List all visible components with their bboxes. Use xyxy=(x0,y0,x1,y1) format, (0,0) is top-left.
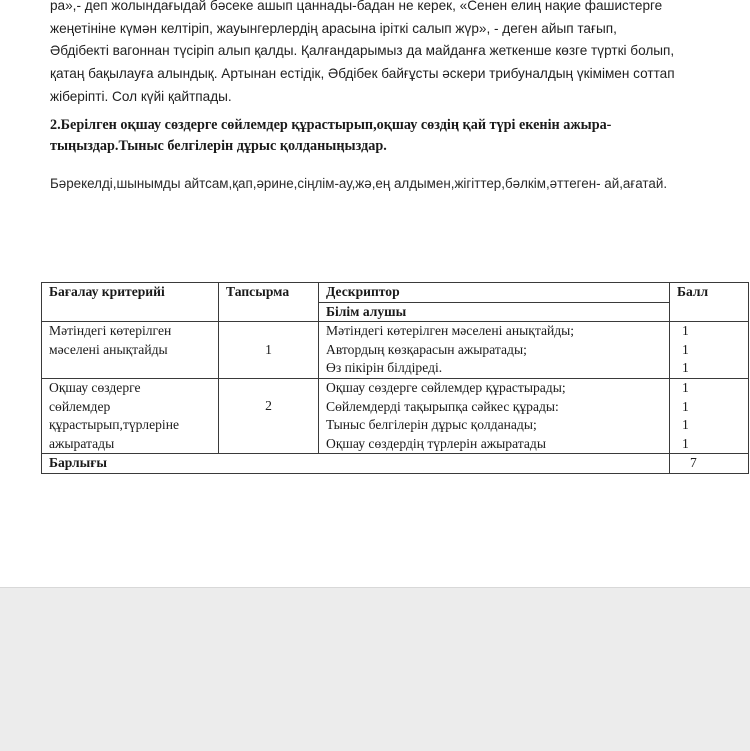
score-value: 1 xyxy=(682,360,689,376)
descriptor-line: Мәтіндегі көтерілген мәселені анықтайды; xyxy=(326,323,575,339)
story-paragraph xyxy=(50,0,750,109)
descriptor-line: Тыныс белгілерін дұрыс қолданады; xyxy=(326,417,537,433)
descriptor-line: Оқшау сөздердің түрлерін ажыратады xyxy=(326,435,546,451)
header-descriptor: Дескриптор xyxy=(319,283,670,303)
criteria-line: құрастырып,түрлеріне xyxy=(49,417,179,433)
criteria-cell xyxy=(42,378,219,453)
score-value: 1 xyxy=(682,323,689,339)
criteria-line: ажыратады xyxy=(49,435,115,451)
criteria-cell xyxy=(42,322,219,379)
paragraph-line: Әбдібекті вагоннан түсіріп алып қалды. Қалғандарымыз да майданға жеткенше көзге түрткі болып, xyxy=(50,43,675,59)
task-line: тыңыздар.Тыныс белгілерін дұрыс қолданыңыздар. xyxy=(50,138,387,154)
paragraph-line: жеңетініне күмән келтіріп, жауынгерлердің арасына іріткі салып жүр», - деген айып тағып, xyxy=(50,20,617,36)
descriptor-cell xyxy=(319,378,670,453)
empty-background-area xyxy=(0,587,750,751)
score-value: 1 xyxy=(682,398,689,414)
task-number-cell: 2 xyxy=(219,378,319,453)
score-value: 1 xyxy=(682,341,689,357)
header-score: Балл xyxy=(670,283,749,322)
paragraph-line: ра»,- деп жолындағыдай бәсеке ашып цаннады-бадан не керек, «Сенен елиң нақие фашистерге xyxy=(50,0,663,13)
table-row xyxy=(42,322,749,379)
task-2-heading xyxy=(50,115,740,157)
descriptor-line: Өз пікірін білдіреді. xyxy=(326,360,443,376)
score-value: 1 xyxy=(682,379,689,395)
subheader-learner: Білім алушы xyxy=(319,302,670,322)
criteria-line: Оқшау сөздерге xyxy=(49,379,141,395)
paragraph-line: қатаң бақылауға алындық. Артынан естідік, Әбдібек байғұсты әскери трибуналдың үкімімен соттап xyxy=(50,66,675,82)
header-criteria: Бағалау критерийі xyxy=(42,283,219,322)
task-line: 2.Берілген оқшау сөздерге сөйлемдер құрастырып,оқшау сөздің қай түрі екенін ажыра- xyxy=(50,117,612,133)
total-label: Барлығы xyxy=(42,454,670,474)
criteria-line: сөйлемдер xyxy=(49,398,111,414)
table-row xyxy=(42,378,749,453)
table-total-row xyxy=(42,454,749,474)
descriptor-line: Оқшау сөздерге сөйлемдер құрастырады; xyxy=(326,379,566,395)
criteria-line: Мәтіндегі көтерілген xyxy=(49,323,172,339)
descriptor-cell xyxy=(319,322,670,379)
score-value: 1 xyxy=(682,435,689,451)
assessment-rubric-table xyxy=(41,282,749,474)
total-value: 7 xyxy=(670,454,749,474)
paragraph-line: жіберіпті. Сол күйі қайтпады. xyxy=(50,88,232,104)
descriptor-line: Автордың көзқарасын ажыратады; xyxy=(326,341,527,357)
score-cell xyxy=(670,378,749,453)
descriptor-line: Сөйлемдерді тақырыпқа сәйкес құрады: xyxy=(326,398,559,414)
task-number-cell: 1 xyxy=(219,322,319,379)
score-cell xyxy=(670,322,749,379)
header-task: Тапсырма xyxy=(219,283,319,322)
table-header-row xyxy=(42,283,749,303)
criteria-line: мәселені анықтайды xyxy=(49,341,168,357)
isolated-words-line: Бәрекелді,шынымды айтсам,қап,әрине,сіңлім-ау,жә,ең алдымен,жігіттер,бәлкім,әттеген- ай,ағатай. xyxy=(50,176,668,191)
score-value: 1 xyxy=(682,417,689,433)
